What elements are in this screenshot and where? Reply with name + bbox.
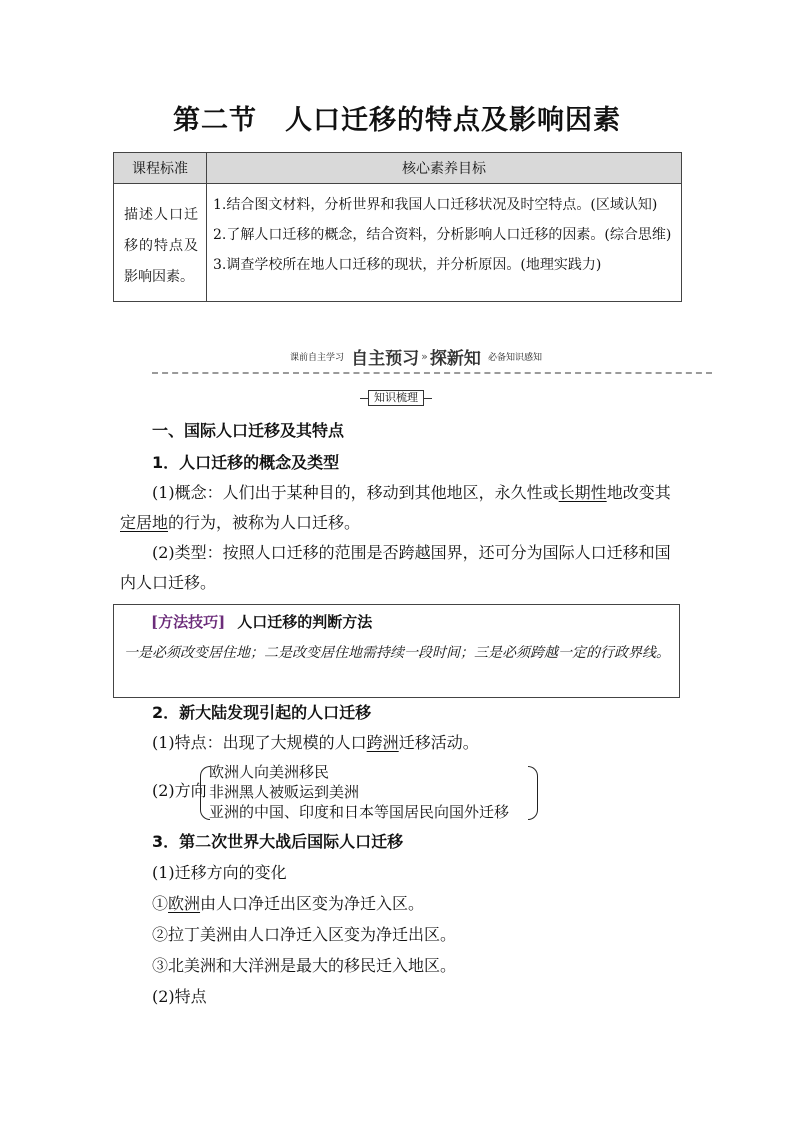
types-line-1: (2)类型：按照人口迁移的范围是否跨越国界，还可分为国际人口迁移和国 — [152, 543, 671, 562]
goal-item-3: 3.调查学校所在地人口迁移的现状，并分析原因。(地理实践力) — [213, 257, 602, 273]
change-item-3: ③北美洲和大洋洲是最大的移民迁入地区。 — [152, 956, 457, 975]
method-tips-box — [113, 604, 680, 698]
change-1-prefix: ① — [152, 894, 169, 913]
concept-text-a: (1)概念：人们出于某种目的，移动到其他地区，永久性或 — [152, 483, 559, 502]
subheading-postwar: 3．第二次世界大战后国际人口迁移 — [152, 832, 404, 851]
right-brace — [528, 766, 538, 820]
concept-line-2 — [120, 512, 360, 534]
table-header-core-literacy: 核心素养目标 — [207, 153, 682, 184]
direction-item-2: 非洲黑人被贩运到美洲 — [209, 783, 360, 801]
concept-line-1 — [152, 482, 671, 504]
feature-text-b: 迁移活动。 — [398, 733, 479, 752]
subheading-concept-types: 1．人口迁移的概念及类型 — [152, 453, 340, 472]
banner-content — [290, 344, 542, 369]
section-banner — [152, 342, 712, 374]
features-title: (2)特点 — [152, 987, 207, 1006]
standard-description: 描述人口迁移的特点及影响因素。 — [114, 184, 207, 302]
concept-answer-long-term: 长期性 — [558, 483, 607, 502]
curriculum-standards-table — [113, 152, 682, 302]
table-header-curriculum-standard: 课程标准 — [114, 153, 207, 184]
change-item-1 — [152, 893, 424, 915]
double-arrow-icon: » — [421, 350, 428, 363]
feature-line — [152, 732, 479, 754]
literacy-goals — [207, 184, 682, 302]
change-1-answer-europe: 欧洲 — [168, 894, 201, 913]
table-header-row — [114, 153, 682, 184]
method-tips-text: 一是必须改变居住地；二是改变居住地需持续一段时间；三是必须跨越一定的行政界线。 — [124, 645, 670, 661]
method-tips-title: 人口迁移的判断方法 — [237, 613, 373, 631]
concept-text-c: 的行为，被称为人口迁移。 — [168, 513, 361, 532]
knowledge-review-tag: 知识梳理 — [368, 390, 424, 406]
table-row — [114, 184, 682, 302]
direction-item-1: 欧洲人向美洲移民 — [209, 763, 330, 781]
feature-answer-cross-continent: 跨洲 — [366, 733, 399, 752]
change-1-text: 由人口净迁出区变为净迁入区。 — [200, 894, 425, 913]
banner-title-right: 探新知 — [429, 349, 481, 369]
method-tips-tag: [方法技巧] — [151, 613, 226, 631]
direction-list — [209, 762, 509, 822]
direction-label: (2)方向 — [152, 781, 207, 800]
banner-right-caption: 必备知识感知 — [487, 353, 542, 363]
goal-item-1: 1.结合图文材料，分析世界和我国人口迁移状况及时空特点。(区域认知) — [213, 197, 658, 213]
change-item-2: ②拉丁美洲由人口净迁入区变为净迁出区。 — [152, 925, 457, 944]
banner-left-caption: 课前自主学习 — [290, 353, 345, 363]
direction-item-3: 亚洲的中国、印度和日本等国居民向国外迁移 — [209, 803, 510, 821]
subheading-new-world: 2．新大陆发现引起的人口迁移 — [152, 703, 372, 722]
types-line-2: 内人口迁移。 — [120, 573, 217, 592]
feature-text-a: (1)特点：出现了大规模的人口 — [152, 733, 367, 752]
concept-answer-residence: 定居地 — [120, 513, 169, 532]
banner-title-left: 自主预习 — [351, 349, 420, 369]
page-title: 第二节 人口迁移的特点及影响因素 — [173, 105, 621, 136]
goal-item-2: 2.了解人口迁移的概念，结合资料，分析影响人口迁移的因素。(综合思维) — [213, 227, 672, 243]
heading-international-migration: 一、国际人口迁移及其特点 — [152, 421, 345, 440]
concept-text-b: 地改变其 — [606, 483, 671, 502]
method-tips-heading — [151, 611, 372, 632]
change-title: (1)迁移方向的变化 — [152, 863, 287, 882]
